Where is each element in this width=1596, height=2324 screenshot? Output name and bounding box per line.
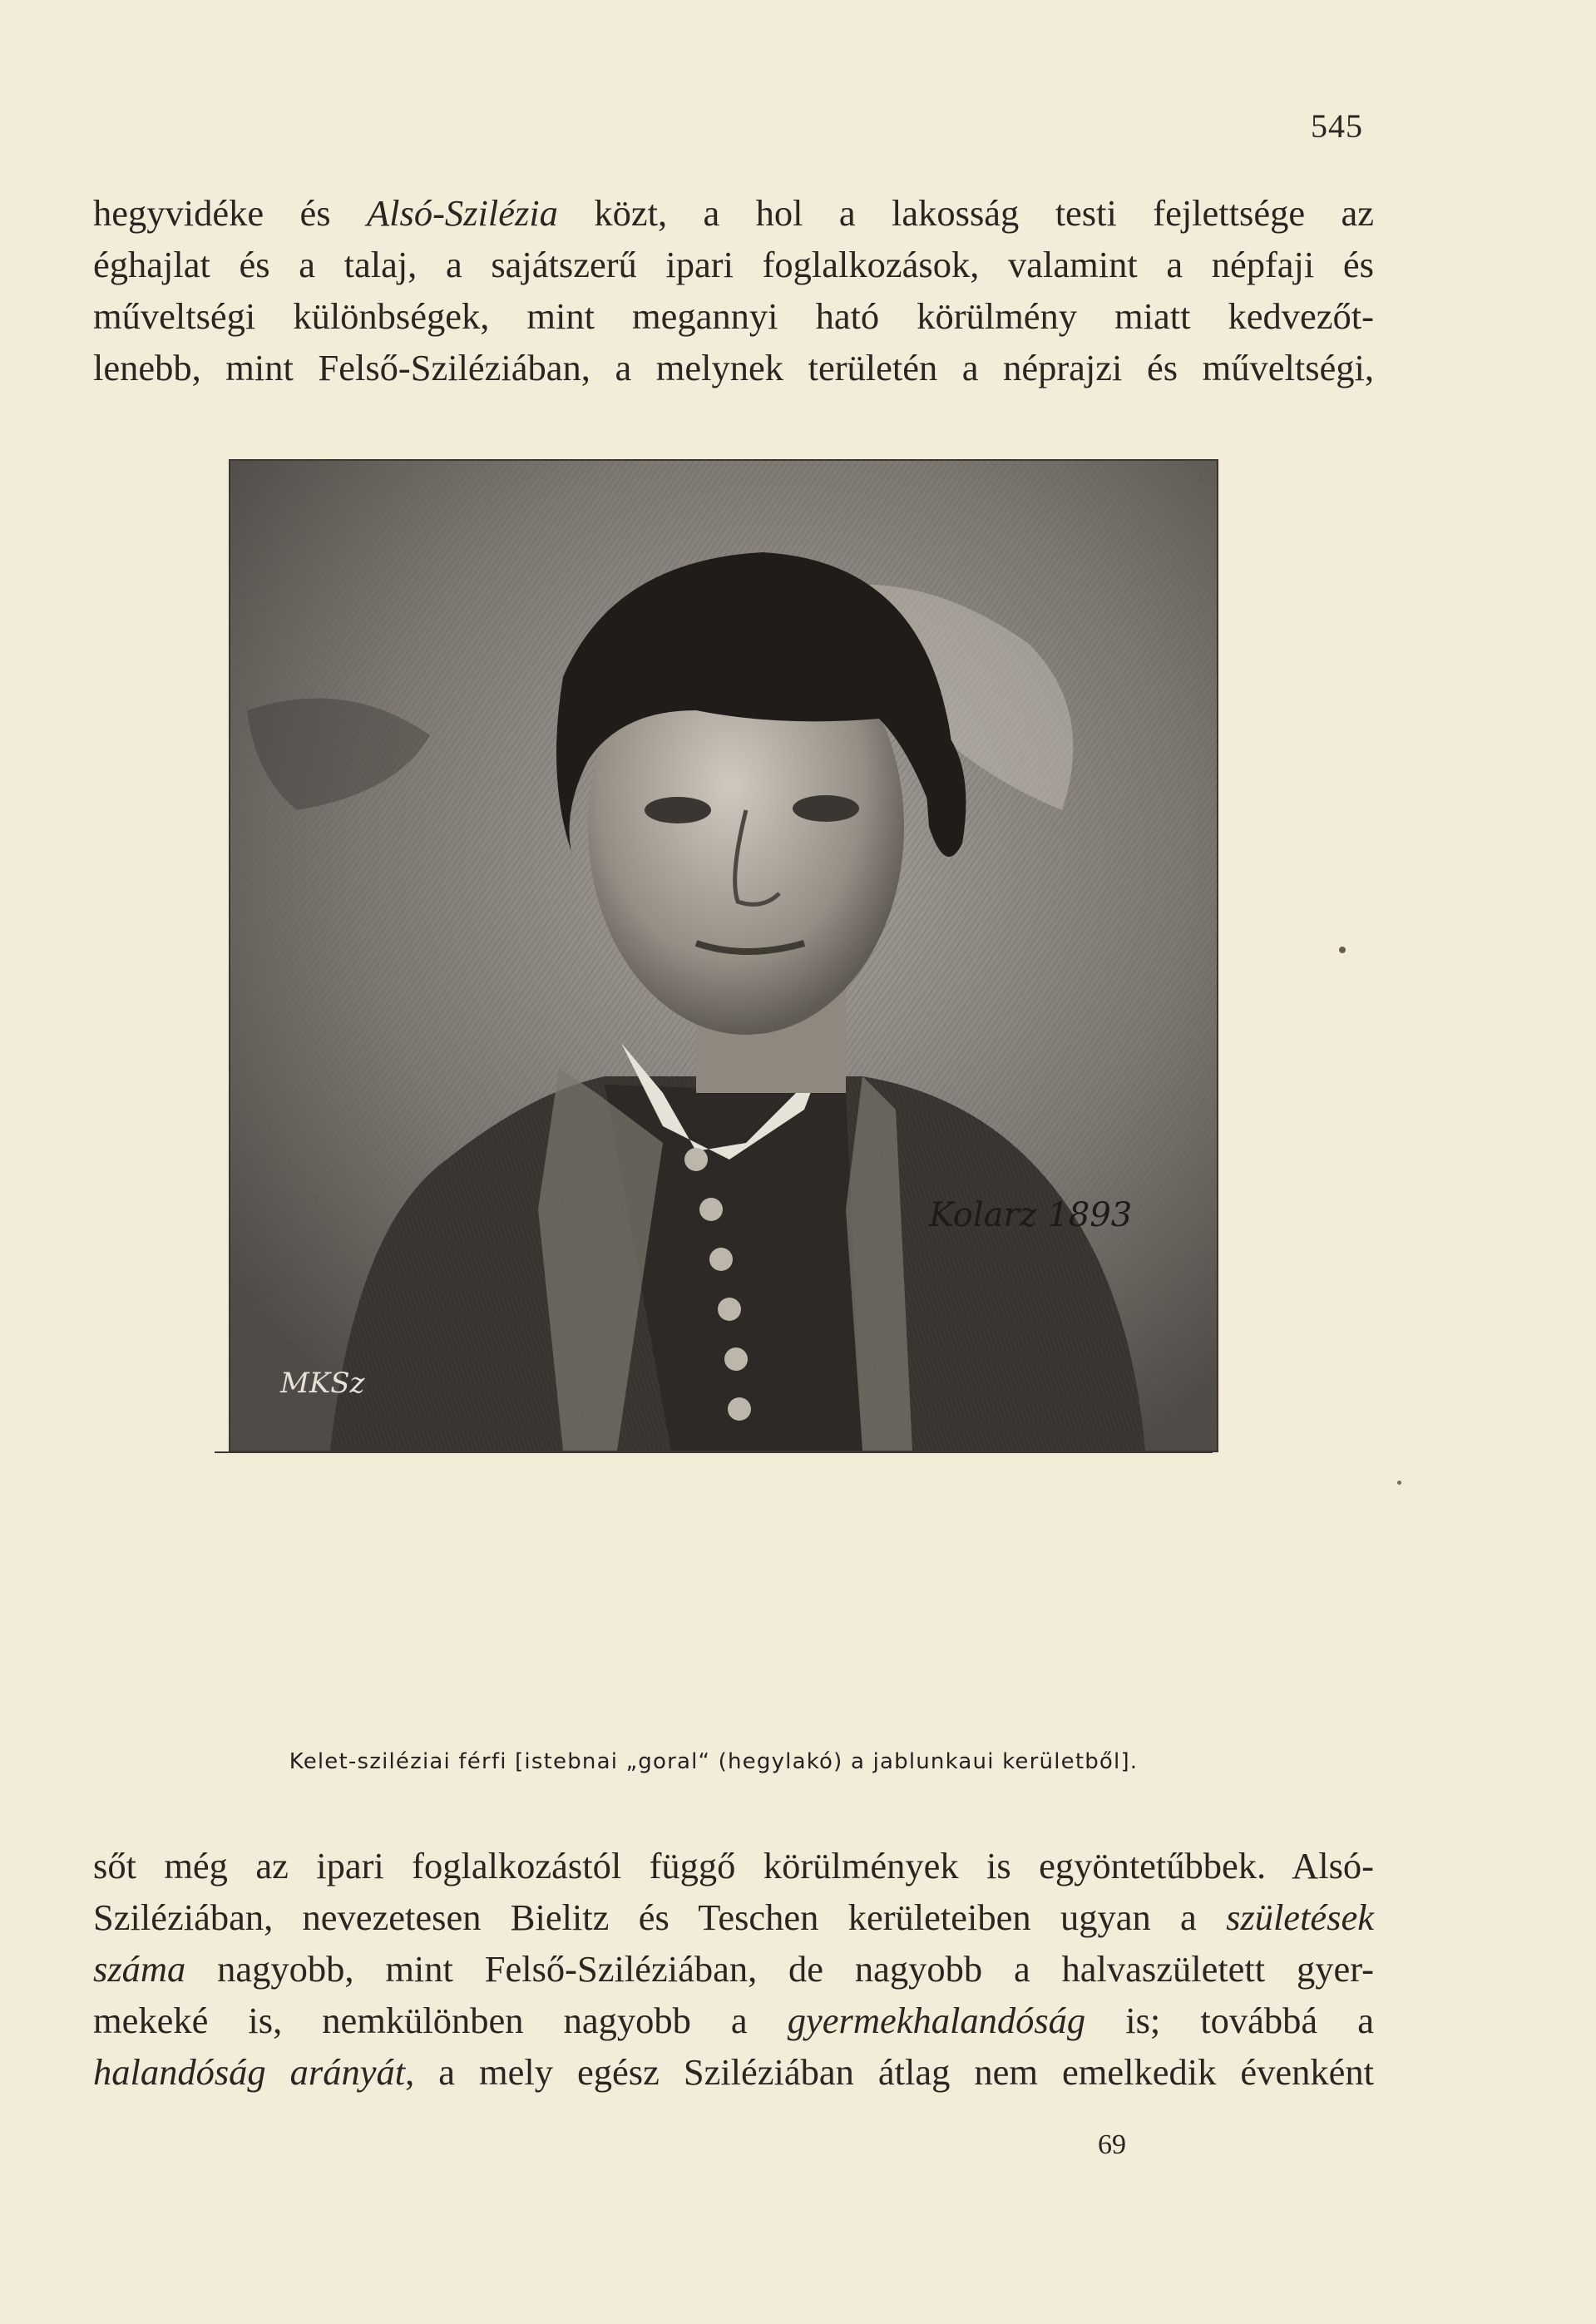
italic-term: születések [1226,1896,1374,1938]
left-eye [645,797,711,823]
portrait-engraving [229,459,1218,1452]
text-line [93,1943,1374,1995]
page-number: 545 [1311,107,1363,145]
folio-signature: 69 [1098,2129,1126,2160]
text-span: nagyobb, mint Felső-Sziléziában, de nagyobb a halvaszületett gyer- [185,1948,1374,1990]
italic-term: gyermekhalandóság [787,2000,1086,2041]
text-line [93,187,1374,239]
text-span: hegyvidéke és [93,192,367,234]
right-eye [793,795,859,822]
engraving-illustration [230,461,1217,1451]
text-line [93,1891,1374,1943]
top-paragraph [93,187,1374,393]
text-span: mekeké is, nemkülönben nagyobb a [93,2000,788,2041]
text-line: műveltségi különbségek, mint megannyi ható körülmény miatt kedvezőt- [93,295,1374,337]
ink-speck [1397,1481,1401,1485]
text-span: közt, a hol a lakosság testi fejlettsége az [557,192,1374,234]
italic-term: halandóság arányát [93,2051,406,2093]
engraver-mark: MKSz [280,1367,365,1400]
figure-baseline-rule [215,1451,1213,1453]
italic-term: száma [93,1948,186,1990]
text-line: sőt még az ipari foglalkozástól függő körülmények is egyöntetűbbek. Alsó- [93,1845,1374,1886]
ink-speck [1339,947,1346,953]
text-span: Sziléziában, nevezetesen Bielitz és Teschen kerületeiben ugyan a [93,1896,1227,1938]
bottom-paragraph [93,1840,1374,2098]
figure-caption: Kelet-sziléziai férfi [istebnai „goral“ (hegylakó) a jablunkaui kerületből]. [289,1749,1139,1774]
text-span: is; továbbá a [1085,2000,1375,2041]
italic-place-name: Alsó-Szilézia [367,192,558,234]
text-span: , a mely egész Sziléziában átlag nem emelkedik évenként [405,2051,1374,2093]
artist-signature: Kolarz 1893 [929,1196,1133,1234]
text-line [93,2046,1374,2098]
text-line: éghajlat és a talaj, a sajátszerű ipari foglalkozások, valamint a népfaji és [93,244,1374,285]
text-line [93,1995,1374,2046]
text-line: lenebb, mint Felső-Sziléziában, a melynek területén a néprajzi és műveltségi, [93,347,1374,388]
